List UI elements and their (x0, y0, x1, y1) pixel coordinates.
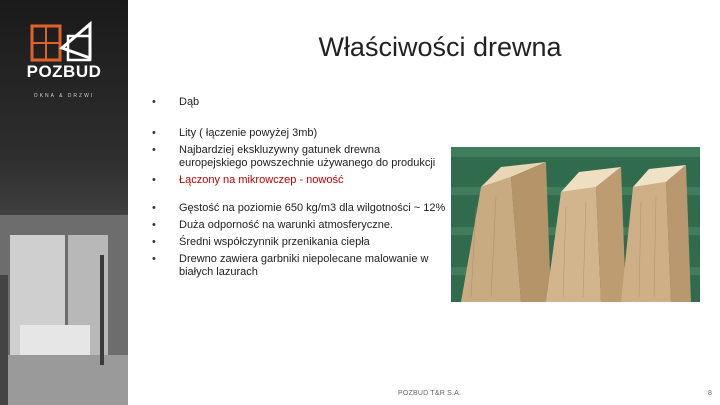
bullet-item-highlight: • Łączony na mikrowczep - nowość (152, 174, 447, 187)
logo-name: POZBUD (26, 62, 102, 81)
bullet-item: • Gęstość na poziomie 650 kg/m3 dla wilgotności ~ 12% (152, 202, 447, 215)
logo-tagline: OKNA & DRZWI (33, 93, 95, 99)
slide-title: Właściwości drewna (318, 32, 562, 62)
sidebar-photo (0, 0, 128, 405)
footer-company: POZBUD T&R S.A. (398, 390, 462, 397)
interior-photo (0, 215, 128, 405)
timber-beams-photo (451, 147, 700, 302)
page-number: 8 (708, 390, 712, 397)
bullet-list (152, 96, 447, 279)
bullet-item: • Lity ( łączenie powyżej 3mb) (152, 127, 447, 140)
bullet-item: • Najbardziej ekskluzywny gatunek drewna europejskiego powszechnie używanego do produkcji (152, 144, 447, 170)
bullet-item: • Średni współczynnik przenikania ciepła (152, 236, 447, 249)
bullet-item: • Dąb (152, 96, 447, 109)
bullet-item: • Duża odporność na warunki atmosferyczne. (152, 219, 447, 232)
bullet-item: • Drewno zawiera garbniki niepolecane malowanie w białych lazurach (152, 253, 447, 279)
